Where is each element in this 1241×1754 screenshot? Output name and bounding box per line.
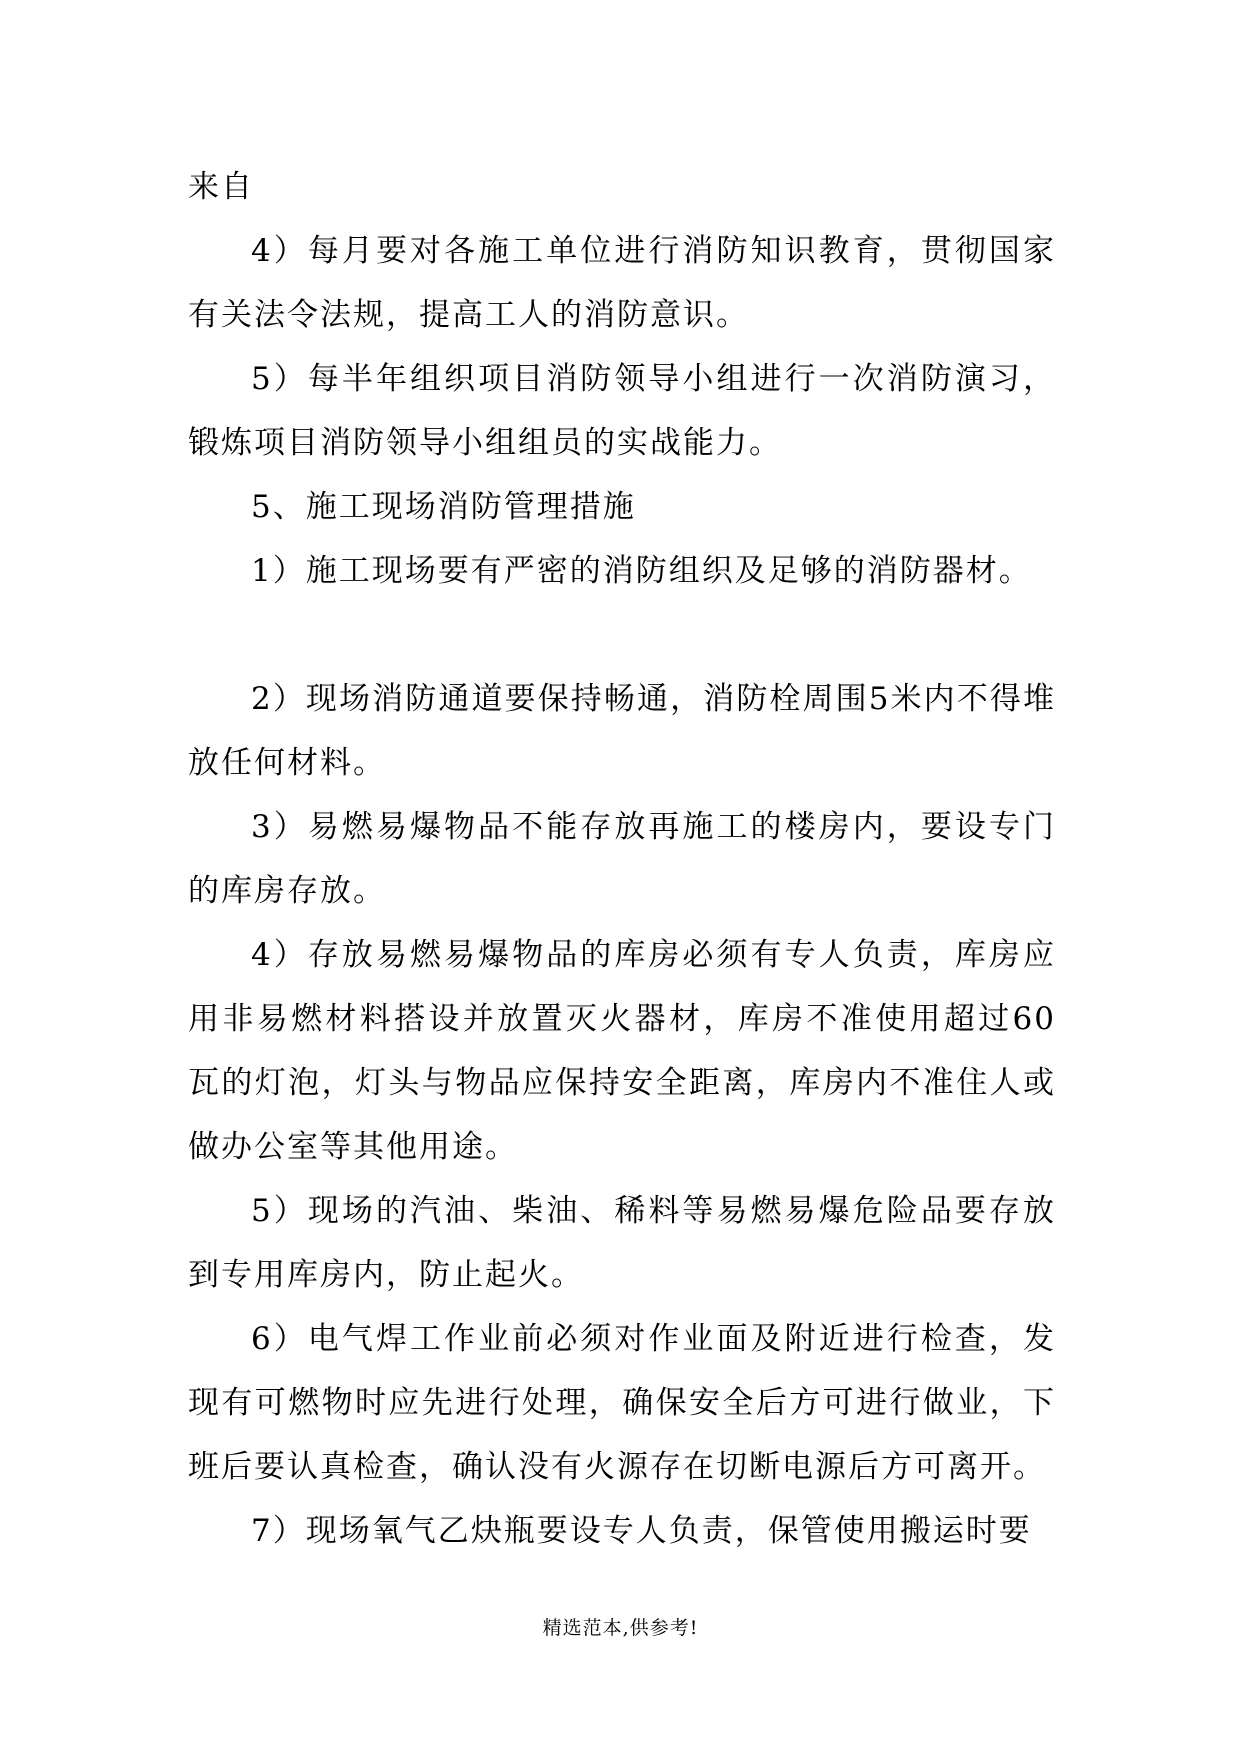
paragraph-item-4-warehouse: 4）存放易燃易爆物品的库房必须有专人负责，库房应用非易燃材料搭设并放置灭火器材，库房不准使用超过60瓦的灯泡，灯头与物品应保持安全距离，库房内不准住人或做办公室等其他用途。: [188, 937, 1056, 1165]
document-body: [188, 155, 1056, 1563]
paragraph-item-2-access: 2）现场消防通道要保持畅通，消防栓周围5米内不得堆放任何材料。: [188, 681, 1056, 781]
paragraph-item-3-storage: 3）易燃易爆物品不能存放再施工的楼房内，要设专门的库房存放。: [188, 809, 1056, 909]
paragraph-item-6-welding: 6）电气焊工作业前必须对作业面及附近进行检查，发现有可燃物时应先进行处理，确保安全后方可进行做业，下班后要认真检查，确认没有火源存在切断电源后方可离开。: [188, 1321, 1056, 1485]
paragraph-source: 来自: [188, 169, 254, 205]
paragraph-item-5-drill: 5）每半年组织项目消防领导小组进行一次消防演习，锻炼项目消防领导小组组员的实战能力。: [188, 361, 1056, 461]
paragraph-item-7-cylinders: 7）现场氧气乙炔瓶要设专人负责，保管使用搬运时要: [251, 1513, 1032, 1549]
page-footer: 精选范本,供参考!: [542, 1617, 699, 1639]
paragraph-item-1-organization: 1）施工现场要有严密的消防组织及足够的消防器材。: [251, 553, 1032, 589]
paragraph-item-5-fuel: 5）现场的汽油、柴油、稀料等易燃易爆危险品要存放到专用库房内，防止起火。: [188, 1193, 1056, 1293]
paragraph-item-4-education: 4）每月要对各施工单位进行消防知识教育，贯彻国家有关法令法规，提高工人的消防意识。: [188, 233, 1056, 333]
section-heading: 5、施工现场消防管理措施: [251, 489, 636, 525]
